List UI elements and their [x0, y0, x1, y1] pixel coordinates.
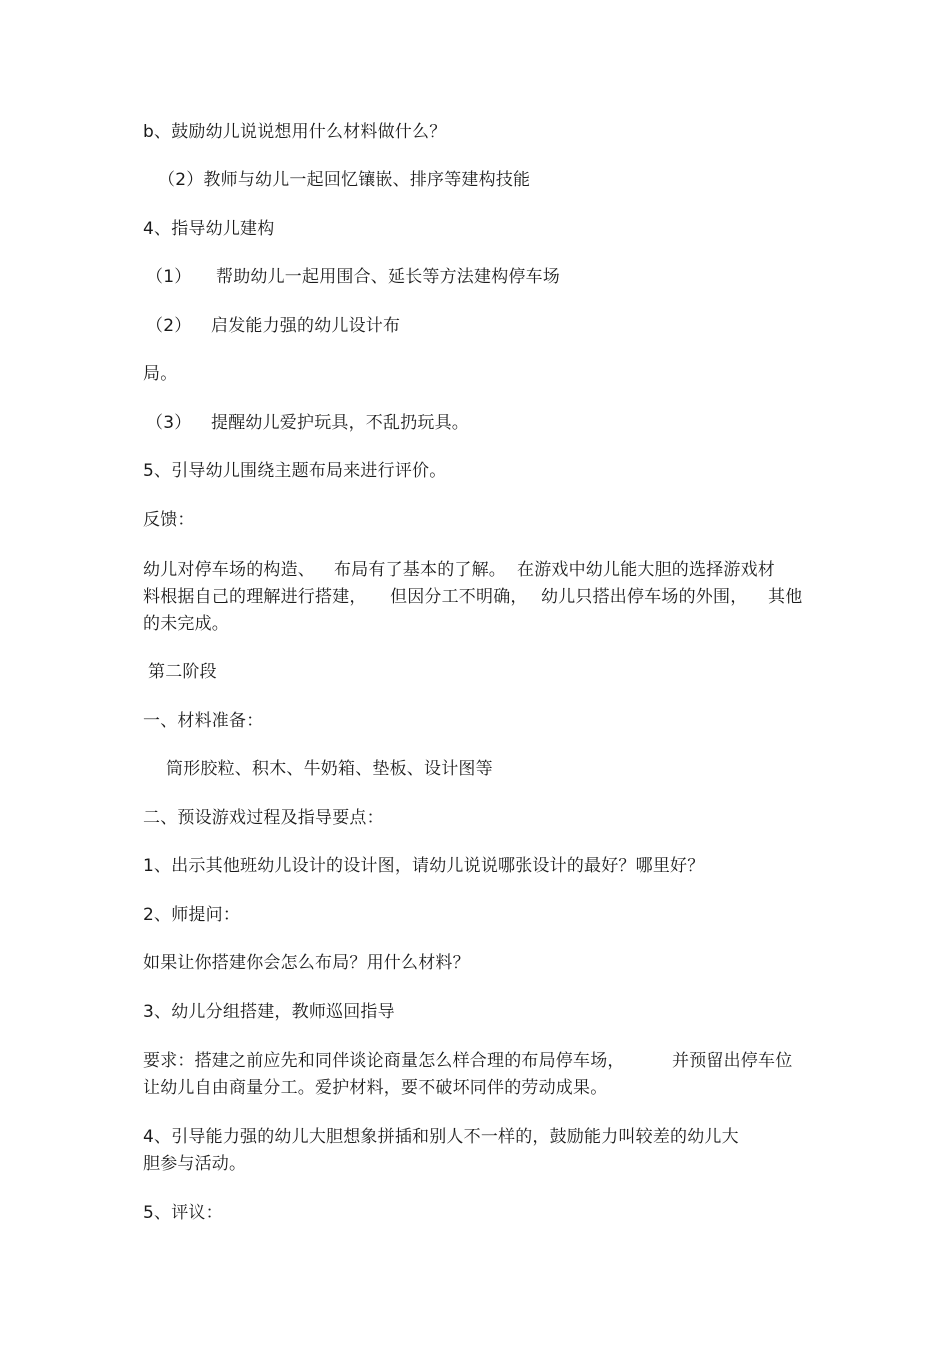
- text-line: 4、引导能力强的幼儿大胆想象拼插和别人不一样的，鼓励能力叫较差的幼儿大: [143, 1127, 739, 1147]
- text-line: 如果让你搭建你会怎么布局？用什么材料？: [143, 953, 470, 973]
- text-line: 二、预设游戏过程及指导要点：: [143, 808, 384, 828]
- text-line: 让幼儿自由商量分工。爱护材料，要不破坏同伴的劳动成果。: [143, 1078, 608, 1098]
- text-segment: 料根据自己的理解进行搭建，: [143, 587, 367, 607]
- text-line: 启发能力强的幼儿设计布: [211, 316, 401, 336]
- text-segment: 幼儿只搭出停车场的外围，: [541, 587, 748, 607]
- text-line: 4、指导幼儿建构: [143, 219, 275, 239]
- text-segment: 在游戏中幼儿能大胆的选择游戏材: [517, 560, 775, 580]
- text-line: b、鼓励幼儿说说想用什么材料做什么？: [143, 122, 447, 142]
- list-number: （1）: [146, 267, 192, 287]
- text-segment: 但因分工不明确，: [390, 587, 528, 607]
- text-line: 5、评议：: [143, 1203, 223, 1223]
- text-line: 的未完成。: [143, 614, 229, 634]
- text-line: 一、材料准备：: [143, 711, 264, 731]
- list-number: （3）: [146, 413, 192, 433]
- text-line: （2）教师与幼儿一起回忆镶嵌、排序等建构技能: [158, 170, 531, 190]
- text-segment: 并预留出停车位: [672, 1051, 793, 1071]
- text-line: 胆参与活动。: [143, 1154, 247, 1174]
- section-heading: 第二阶段: [148, 662, 217, 682]
- text-segment: 布局有了基本的了解。: [334, 560, 506, 580]
- text-line: 筒形胶粒、积木、牛奶箱、垫板、设计图等: [166, 759, 493, 779]
- text-line: 2、师提问：: [143, 905, 241, 925]
- text-segment: 幼儿对停车场的构造、: [143, 560, 315, 580]
- list-number: （2）: [146, 316, 192, 336]
- text-line: 3、幼儿分组搭建，教师巡回指导: [143, 1002, 395, 1022]
- text-line: 提醒幼儿爱护玩具，不乱扔玩具。: [211, 413, 469, 433]
- text-line: 1、出示其他班幼儿设计的设计图，请幼儿说说哪张设计的最好？哪里好？: [143, 856, 705, 876]
- text-line: 局。: [143, 364, 178, 384]
- text-line: 5、引导幼儿围绕主题布局来进行评价。: [143, 461, 447, 481]
- text-line: 帮助幼儿一起用围合、延长等方法建构停车场: [216, 267, 560, 287]
- text-segment: 其他: [768, 587, 803, 607]
- text-line: 反馈：: [143, 510, 195, 530]
- text-segment: 要求：搭建之前应先和同伴谈论商量怎么样合理的布局停车场，: [143, 1051, 625, 1071]
